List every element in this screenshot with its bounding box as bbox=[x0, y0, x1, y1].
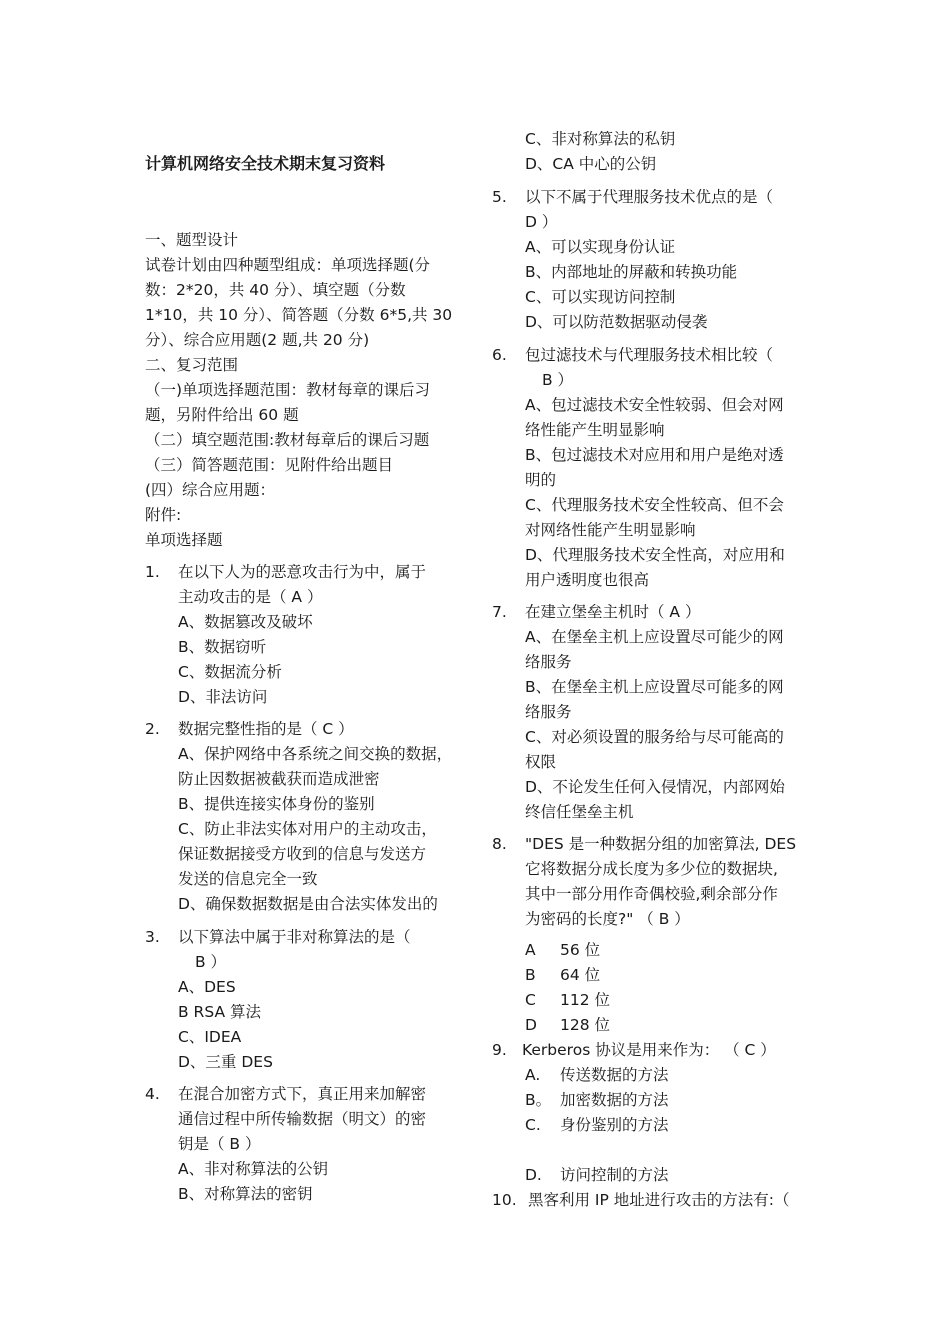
question-4 bbox=[145, 1082, 426, 1107]
question-text: 通信过程中所传输数据（明文）的密 bbox=[178, 1110, 427, 1128]
option-letter: B。 bbox=[525, 1091, 552, 1109]
option-d: D、不论发生任何入侵情况，内部网始 bbox=[525, 778, 785, 796]
option-c-cont: 对网络性能产生明显影响 bbox=[525, 521, 696, 539]
question-text: 以下不属于代理服务技术优点的是（ bbox=[525, 188, 774, 206]
option-b: B、提供连接实体身份的鉴别 bbox=[178, 795, 375, 813]
option-d-cont: 终信任堡垒主机 bbox=[525, 803, 634, 821]
question-text: 它将数据分成长度为多少位的数据块, bbox=[525, 860, 778, 878]
option-text: 加密数据的方法 bbox=[560, 1091, 669, 1109]
option-a-cont: 防止因数据被截获而造成泄密 bbox=[178, 770, 380, 788]
question-2 bbox=[145, 717, 354, 742]
option-c: C、IDEA bbox=[178, 1028, 242, 1046]
option-c-cont: 保证数据接受方收到的信息与发送方 bbox=[178, 845, 427, 863]
question-number: 3. bbox=[145, 928, 160, 946]
option-c-cont: 权限 bbox=[525, 753, 557, 771]
option-b: B、内部地址的屏蔽和转换功能 bbox=[525, 263, 738, 281]
question-8 bbox=[492, 832, 796, 857]
option-a: A、可以实现身份认证 bbox=[525, 238, 676, 256]
answer-text: B ） bbox=[195, 953, 227, 971]
option-d: D、可以防范数据驱动侵袭 bbox=[525, 313, 708, 331]
option-d-cont: 用户透明度也很高 bbox=[525, 571, 650, 589]
option-d: D、CA 中心的公钥 bbox=[525, 155, 657, 173]
question-number: 8. bbox=[492, 835, 507, 853]
question-text: 在混合加密方式下，真正用来加解密 bbox=[178, 1085, 427, 1103]
option-text: 64 位 bbox=[560, 966, 601, 984]
option-d bbox=[492, 1013, 610, 1038]
option-a: A、包过滤技术安全性较弱、但会对网 bbox=[525, 396, 784, 414]
section-heading-review-scope: 二、复习范围 bbox=[145, 356, 239, 374]
option-text: 身份鉴别的方法 bbox=[560, 1116, 669, 1134]
question-1 bbox=[145, 560, 426, 585]
intro-text: 题，另附件给出 60 题 bbox=[145, 406, 299, 424]
answer-text: B ） bbox=[542, 371, 574, 389]
question-number: 5. bbox=[492, 188, 507, 206]
question-6 bbox=[492, 343, 773, 368]
option-a: A、数据篡改及破坏 bbox=[178, 613, 313, 631]
option-letter: D. bbox=[525, 1166, 542, 1184]
subsection-heading: 单项选择题 bbox=[145, 531, 223, 549]
option-b: B、数据窃听 bbox=[178, 638, 267, 656]
intro-text: （三）简答题范围：见附件给出题目 bbox=[145, 456, 394, 474]
option-letter: A bbox=[525, 941, 536, 959]
question-text: 数据完整性指的是（ C ） bbox=[178, 720, 354, 738]
option-a bbox=[492, 1063, 669, 1088]
option-c bbox=[492, 1113, 669, 1138]
intro-text: （二）填空题范围:教材每章后的课后习题 bbox=[145, 431, 430, 449]
option-b bbox=[492, 963, 600, 988]
option-c: C、对必须设置的服务给与尽可能高的 bbox=[525, 728, 784, 746]
option-b-cont: 络服务 bbox=[525, 703, 572, 721]
option-a: A、在堡垒主机上应设置尽可能少的网 bbox=[525, 628, 784, 646]
question-9 bbox=[492, 1038, 776, 1063]
option-letter: C. bbox=[525, 1116, 541, 1134]
option-text: 128 位 bbox=[560, 1016, 611, 1034]
page-title: 计算机网络安全技术期末复习资料 bbox=[145, 154, 386, 173]
option-text: 56 位 bbox=[560, 941, 601, 959]
option-c bbox=[492, 988, 610, 1013]
appendix-label: 附件: bbox=[145, 506, 182, 524]
question-number: 4. bbox=[145, 1085, 160, 1103]
intro-text: (四）综合应用题： bbox=[145, 481, 276, 499]
option-c: C、可以实现访问控制 bbox=[525, 288, 676, 306]
option-d: D、非法访问 bbox=[178, 688, 268, 706]
intro-text: 试卷计划由四种题型组成：单项选择题(分 bbox=[145, 256, 431, 274]
option-a: A、保护网络中各系统之间交换的数据， bbox=[178, 745, 453, 763]
option-c: C、数据流分析 bbox=[178, 663, 282, 681]
option-c: C、防止非法实体对用户的主动攻击， bbox=[178, 820, 437, 838]
option-b: B、对称算法的密钥 bbox=[178, 1185, 313, 1203]
option-a-cont: 络性能产生明显影响 bbox=[525, 421, 665, 439]
question-5 bbox=[492, 185, 773, 210]
option-b: B RSA 算法 bbox=[178, 1003, 261, 1021]
question-number: 9. bbox=[492, 1041, 507, 1059]
option-d: D、确保数据数据是由合法实体发出的 bbox=[178, 895, 438, 913]
option-letter: C bbox=[525, 991, 536, 1009]
question-3 bbox=[145, 925, 411, 950]
option-letter: D bbox=[525, 1016, 537, 1034]
option-b: B、包过滤技术对应用和用户是绝对透 bbox=[525, 446, 784, 464]
question-number: 7. bbox=[492, 603, 507, 621]
option-d bbox=[492, 1163, 669, 1188]
question-text: 包过滤技术与代理服务技术相比较（ bbox=[525, 346, 774, 364]
option-a: A、非对称算法的公钥 bbox=[178, 1160, 329, 1178]
option-text: 访问控制的方法 bbox=[560, 1166, 669, 1184]
question-text: Kerberos 协议是用来作为： （ C ） bbox=[522, 1041, 776, 1059]
question-text: 在以下人为的恶意攻击行为中，属于 bbox=[178, 563, 427, 581]
option-c-cont: 发送的信息完全一致 bbox=[178, 870, 318, 888]
intro-text: （一)单项选择题范围：教材每章的课后习 bbox=[145, 381, 431, 399]
question-number: 6. bbox=[492, 346, 507, 364]
question-number: 1. bbox=[145, 563, 160, 581]
question-text: 钥是（ B ） bbox=[178, 1135, 261, 1153]
section-heading-question-types: 一、题型设计 bbox=[145, 231, 239, 249]
question-text: 黑客利用 IP 地址进行攻击的方法有:（ bbox=[528, 1191, 790, 1209]
answer-text: D ） bbox=[525, 213, 558, 231]
option-b: B、在堡垒主机上应设置尽可能多的网 bbox=[525, 678, 784, 696]
question-text: 以下算法中属于非对称算法的是（ bbox=[178, 928, 411, 946]
question-number: 10. bbox=[492, 1191, 517, 1209]
question-text: 为密码的长度?" （ B ） bbox=[525, 910, 690, 928]
option-b bbox=[492, 1088, 669, 1113]
option-d: D、三重 DES bbox=[178, 1053, 273, 1071]
intro-text: 数：2*20，共 40 分）、填空题（分数 bbox=[145, 281, 406, 299]
question-text: 在建立堡垒主机时（ A ） bbox=[525, 603, 701, 621]
question-text: 主动攻击的是（ A ） bbox=[178, 588, 323, 606]
option-a bbox=[492, 938, 600, 963]
option-text: 传送数据的方法 bbox=[560, 1066, 669, 1084]
question-7 bbox=[492, 600, 700, 625]
option-d: D、代理服务技术安全性高，对应用和 bbox=[525, 546, 785, 564]
question-text: "DES 是一种数据分组的加密算法, DES bbox=[525, 835, 797, 853]
option-c: C、非对称算法的私钥 bbox=[525, 130, 676, 148]
option-c: C、代理服务技术安全性较高、但不会 bbox=[525, 496, 784, 514]
option-text: 112 位 bbox=[560, 991, 611, 1009]
option-a-cont: 络服务 bbox=[525, 653, 572, 671]
option-b-cont: 明的 bbox=[525, 471, 557, 489]
intro-text: 1*10，共 10 分）、简答题（分数 6*5,共 30 bbox=[145, 306, 453, 324]
question-10 bbox=[492, 1188, 790, 1213]
question-text: 其中一部分用作奇偶校验,剩余部分作 bbox=[525, 885, 778, 903]
option-letter: A. bbox=[525, 1066, 541, 1084]
question-number: 2. bbox=[145, 720, 160, 738]
intro-text: 分）、综合应用题(2 题,共 20 分) bbox=[145, 331, 370, 349]
option-letter: B bbox=[525, 966, 536, 984]
option-a: A、DES bbox=[178, 978, 236, 996]
